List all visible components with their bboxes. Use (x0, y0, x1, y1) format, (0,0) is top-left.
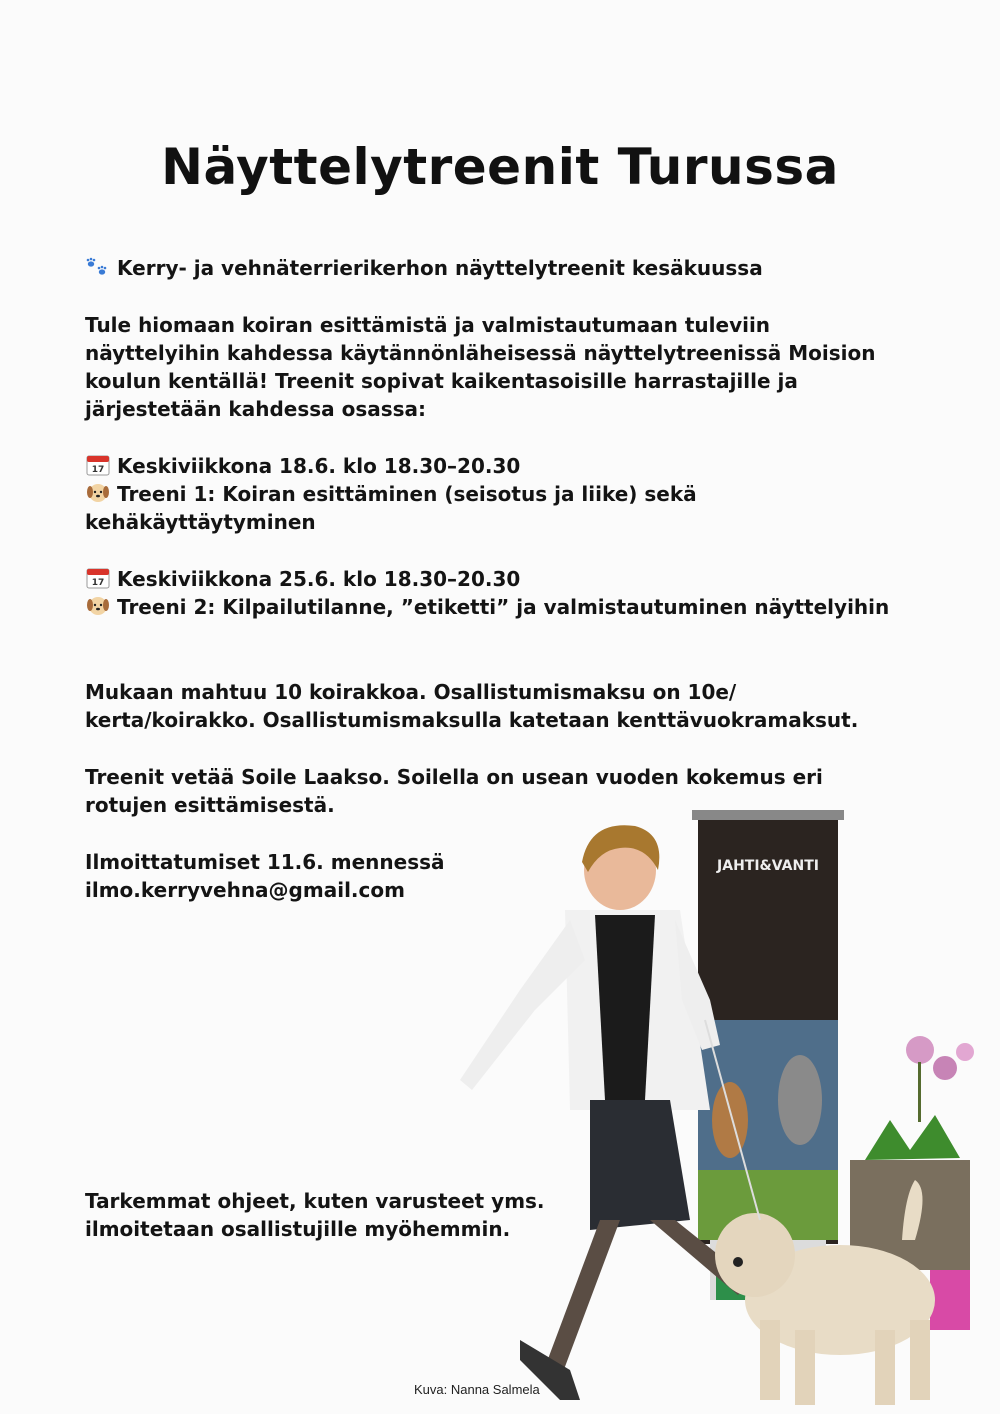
calendar-icon (85, 454, 111, 476)
paw-prints-icon (85, 256, 111, 278)
registration-email[interactable]: ilmo.kerryvehna@gmail.com (85, 878, 405, 902)
photo-credit: Kuva: Nanna Salmela (414, 1382, 540, 1397)
svg-text:17: 17 (91, 465, 105, 475)
description-line: Tule hiomaan koiran esittämistä ja valmistautumaan tuleviin (85, 313, 771, 337)
footer-line: ilmoitetaan osallistujille myöhemmin. (85, 1217, 511, 1241)
calendar-icon (85, 567, 111, 589)
description-line: koulun kentällä! Treenit sopivat kaikentasoisille harrastajille ja (85, 369, 798, 393)
trainer-line: rotujen esittämisestä. (85, 793, 335, 817)
session-topic: Treeni 1: Koiran esittäminen (seisotus ja liike) sekä (117, 482, 697, 506)
capacity (85, 678, 965, 734)
description-line: järjestetään kahdessa osassa: (85, 397, 427, 421)
footer-line: Tarkemmat ohjeet, kuten varusteet yms. (85, 1189, 545, 1213)
intro-text: Kerry- ja vehnäterrierikerhon näyttelytreenit kesäkuussa (117, 256, 763, 280)
banner-text: JAHTI&VANTI (717, 858, 819, 874)
dog-face-icon (85, 482, 111, 504)
session-date: Keskiviikkona 18.6. klo 18.30–20.30 (117, 454, 521, 478)
trainer-line: Treenit vetää Soile Laakso. Soilella on usean vuoden kokemus eri (85, 765, 823, 789)
session-2 (85, 565, 965, 621)
registration-deadline: Ilmoittatumiset 11.6. mennessä (85, 850, 445, 874)
description (85, 311, 965, 423)
session-topic-cont: kehäkäyttäytyminen (85, 510, 316, 534)
session-date: Keskiviikkona 25.6. klo 18.30–20.30 (117, 567, 521, 591)
intro-line (85, 254, 965, 282)
page-title: Näyttelytreenit Turussa (161, 138, 839, 196)
capacity-line: Mukaan mahtuu 10 koirakkoa. Osallistumismaksu on 10e/ (85, 680, 737, 704)
dog-face-icon (85, 595, 111, 617)
handler-with-dog-photo (420, 800, 980, 1414)
description-line: näyttelyihin kahdessa käytännönläheisessä näyttelytreenissä Moision (85, 341, 876, 365)
svg-text:17: 17 (91, 578, 105, 588)
capacity-line: kerta/koirakko. Osallistumismaksulla katetaan kenttävuokramaksut. (85, 708, 859, 732)
session-topic: Treeni 2: Kilpailutilanne, ”etiketti” ja valmistautuminen näyttelyihin (117, 595, 890, 619)
session-1 (85, 452, 965, 536)
